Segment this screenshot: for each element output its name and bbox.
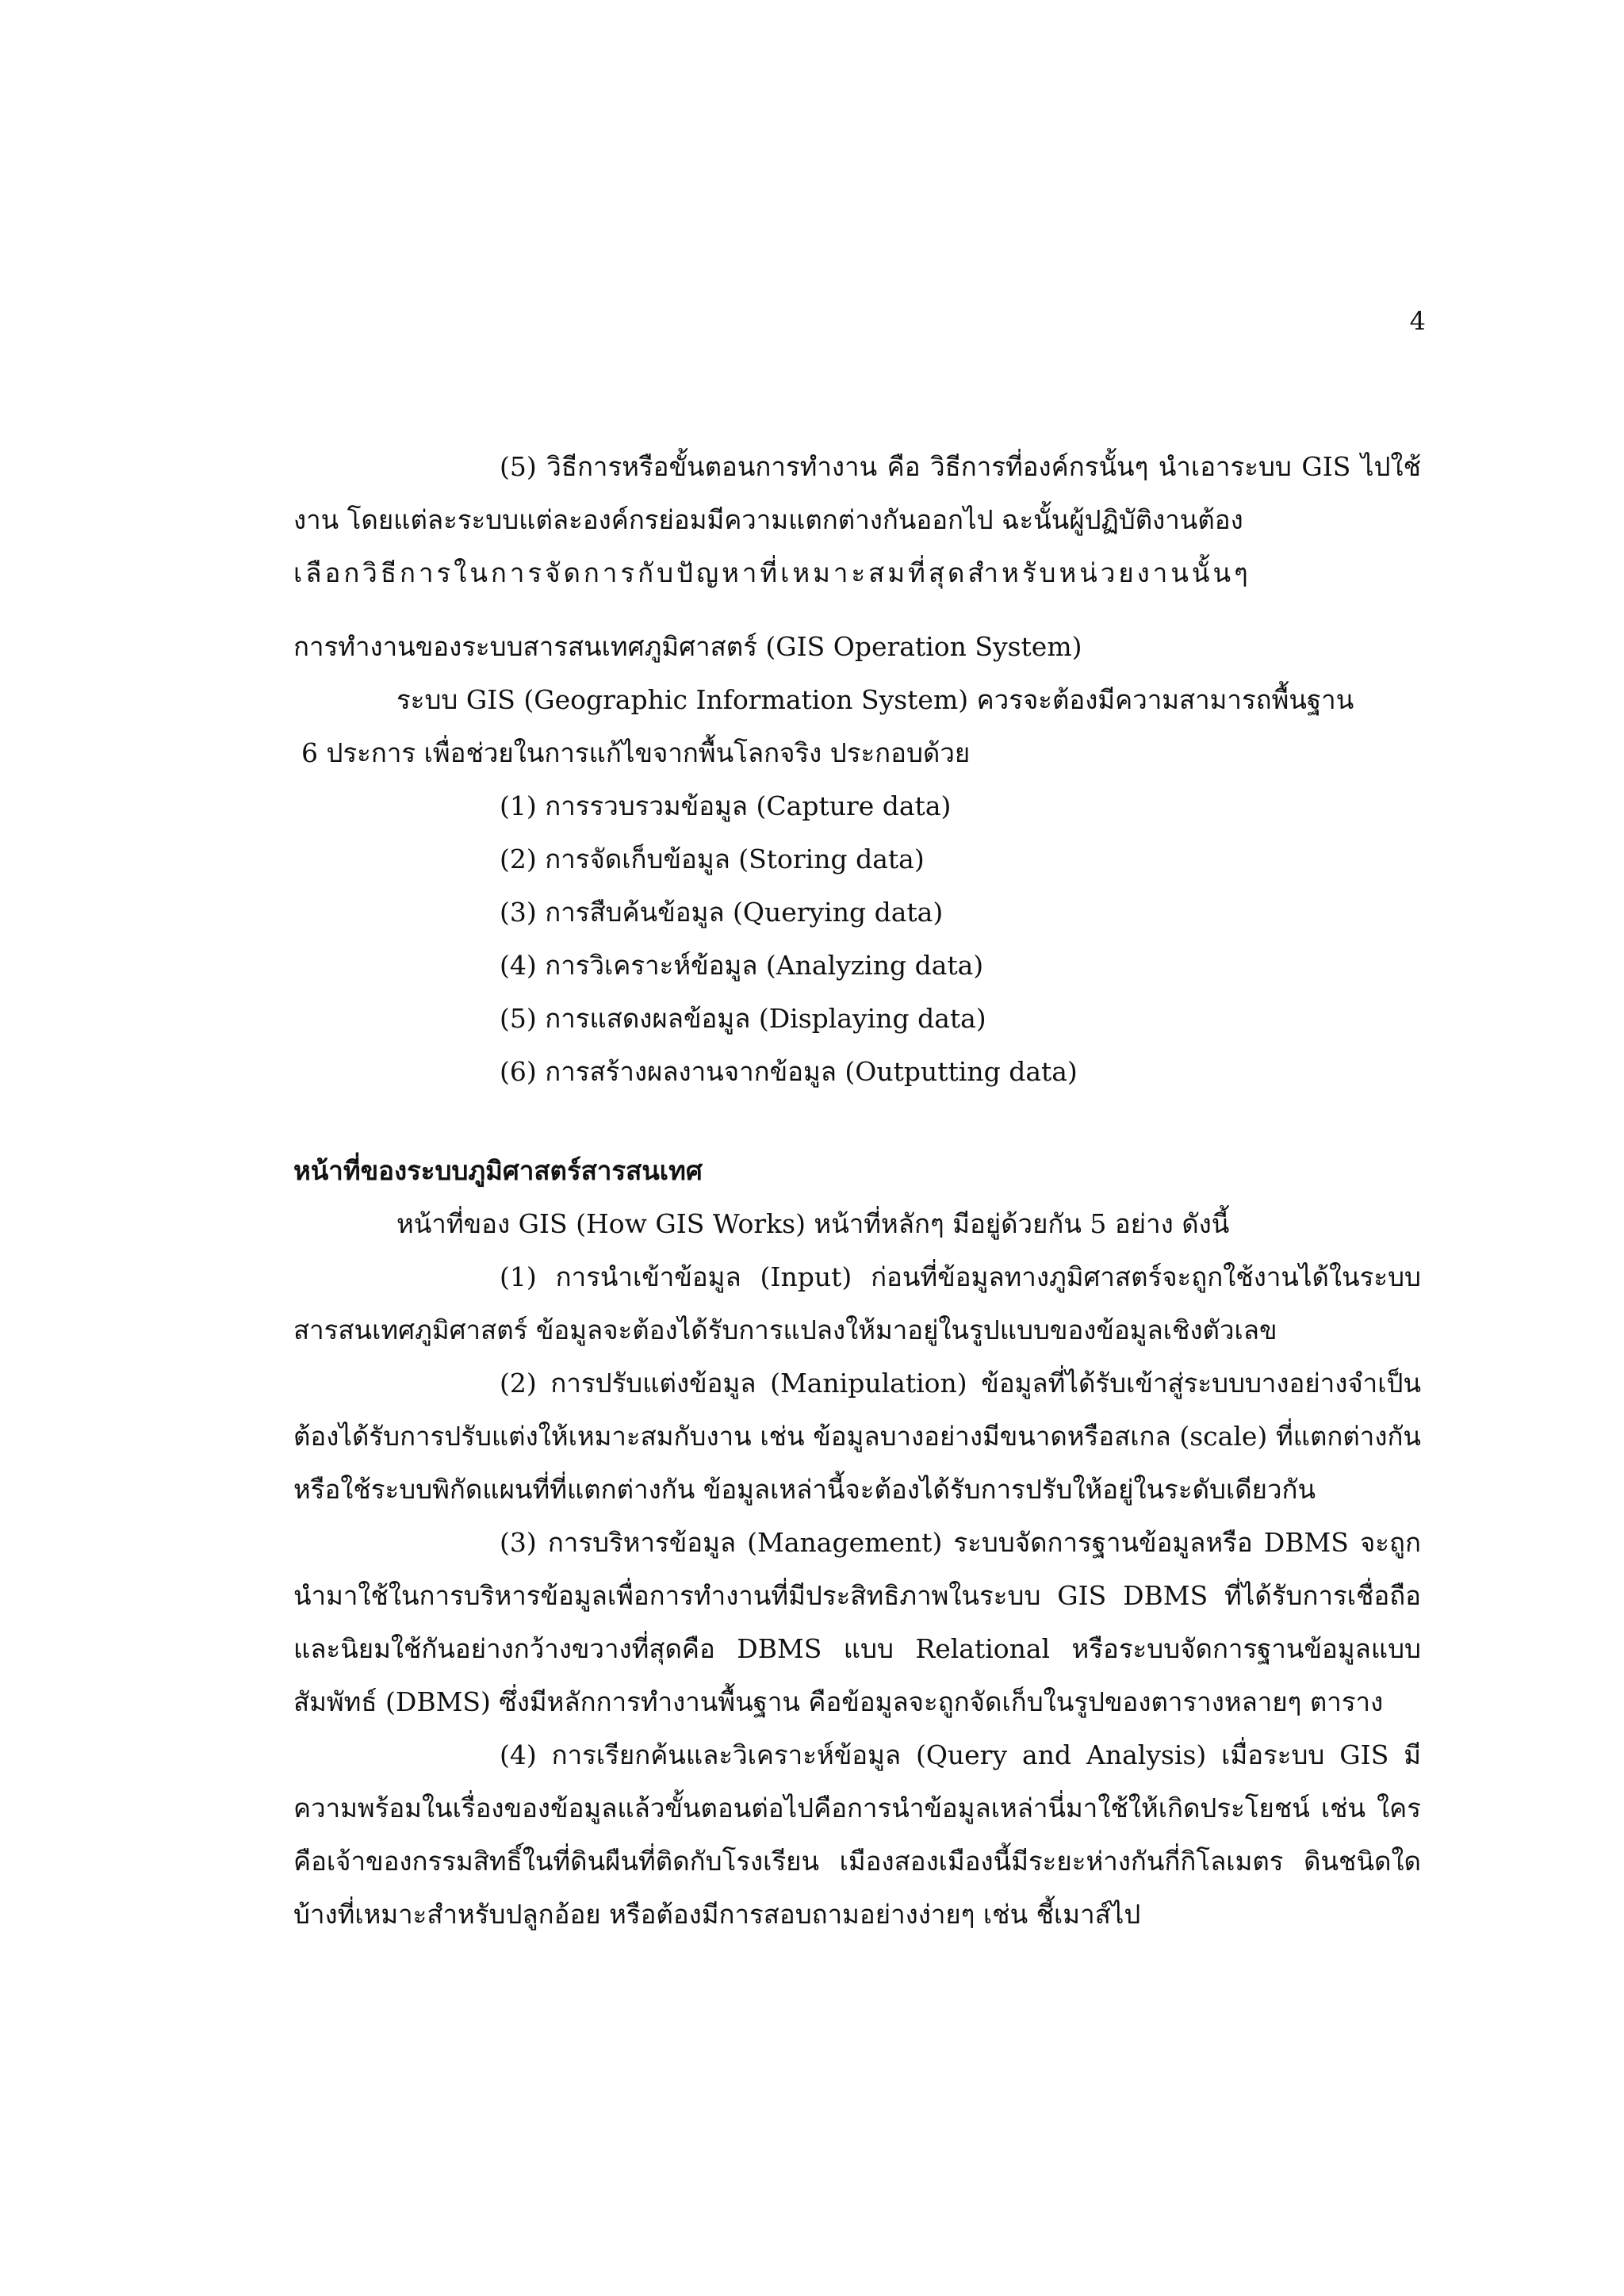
section1-intro-cont: 6 ประการ เพื่อช่วยในการแก้ไขจากพื้นโลกจริง ประกอบด้วย: [301, 737, 971, 768]
paragraph-manipulation: (2) การปรับแต่งข้อมูล (Manipulation) ข้อมูลที่ได้รับเข้าสู่ระบบบางอย่างจำเป็นต้องได้รับการปรับแต่งให้เหมาะสมกับงาน เช่น ข้อมูลบางอย่างมีขนาดหรือสเกล (scale) ที่แตกต่างกันหรือใช้ระบบพิกัดแผนที่ที่แตกต่างกัน ข้อมูลเหล่านี้จะต้องได้รับการปรับให้อยู่ในระดับเดียวกัน: [293, 1368, 1421, 1505]
capability-list: [293, 779, 1421, 1098]
list-item: (2) การจัดเก็บข้อมูล (Storing data): [500, 844, 925, 874]
page-number: 4: [1409, 306, 1426, 336]
list-item: (1) การรวบรวมข้อมูล (Capture data): [500, 790, 952, 821]
list-item: (5) การแสดงผลข้อมูล (Displaying data): [500, 1003, 986, 1034]
list-item: (4) การวิเคราะห์ข้อมูล (Analyzing data): [500, 950, 984, 981]
document-body: [293, 440, 1421, 1941]
paragraph-query-analysis: (4) การเรียกค้นและวิเคราะห์ข้อมูล (Query and Analysis) เมื่อระบบ GIS มีความพร้อมในเรื่องของข้อมูลแล้วขั้นตอนต่อไปคือการนำข้อมูลเหล่านี่มาใช้ให้เกิดประโยชน์ เช่น ใครคือเจ้าของกรรมสิทธิ์ในที่ดินผืนที่ติดกับโรงเรียน เมืองสองเมืองนี้มีระยะห่างกันกี่กิโลเมตร ดินชนิดใดบ้างที่เหมาะสำหรับปลูกอ้อย หรือต้องมีการสอบถามอย่างง่ายๆ เช่น ชี้เมาส์ไป: [293, 1739, 1421, 1930]
list-item: (3) การสืบค้นข้อมูล (Querying data): [500, 897, 944, 928]
paragraph-item5: (5) วิธีการหรือขั้นตอนการทำงาน คือ วิธีการที่องค์กรนั้นๆ นำเอาระบบ GIS ไปใช้งาน โดยแต่ละระบบแต่ละองค์กรย่อมมีความแตกต่างกันออกไป ฉะนั้นผู้ปฏิบัติงานต้อง: [293, 451, 1421, 535]
paragraph-management: (3) การบริหารข้อมูล (Management) ระบบจัดการฐานข้อมูลหรือ DBMS จะถูกนำมาใช้ในการบริหารข้อมูลเพื่อการทำงานที่มีประสิทธิภาพในระบบ GIS DBMS ที่ได้รับการเชื่อถือและนิยมใช้กันอย่างกว้างขวางที่สุดคือ DBMS แบบ Relational หรือระบบจัดการฐานข้อมูลแบบสัมพัทธ์ (DBMS) ซึ่งมีหลักการทำงานพื้นฐาน คือข้อมูลจะถูกจัดเก็บในรูปของตารางหลายๆ ตาราง: [293, 1527, 1421, 1717]
section-title-gis-functions: หน้าที่ของระบบภูมิศาสตร์สารสนเทศ: [293, 1155, 703, 1186]
section2-intro: หน้าที่ของ GIS (How GIS Works) หน้าที่หลักๆ มีอยู่ด้วยกัน 5 อย่าง ดังนี้: [396, 1208, 1230, 1239]
section-title-gis-operation: การทำงานของระบบสารสนเทศภูมิศาสตร์ (GIS Operation System): [293, 631, 1082, 662]
section1-intro: ระบบ GIS (Geographic Information System) ควรจะต้องมีความสามารถพื้นฐาน: [396, 684, 1354, 715]
paragraph-item5-last-line: เลือกวิธีการในการจัดการกับปัญหาที่เหมาะสมที่สุดสำหรับหน่วยงานนั้นๆ: [293, 557, 1251, 588]
list-item: (6) การสร้างผลงานจากข้อมูล (Outputting data): [500, 1056, 1078, 1087]
paragraph-input: (1) การนำเข้าข้อมูล (Input) ก่อนที่ข้อมูลทางภูมิศาสตร์จะถูกใช้งานได้ในระบบสารสนเทศภูมิศาสตร์ ข้อมูลจะต้องได้รับการแปลงให้มาอยู่ในรูปแบบของข้อมูลเชิงตัวเลข: [293, 1261, 1421, 1345]
